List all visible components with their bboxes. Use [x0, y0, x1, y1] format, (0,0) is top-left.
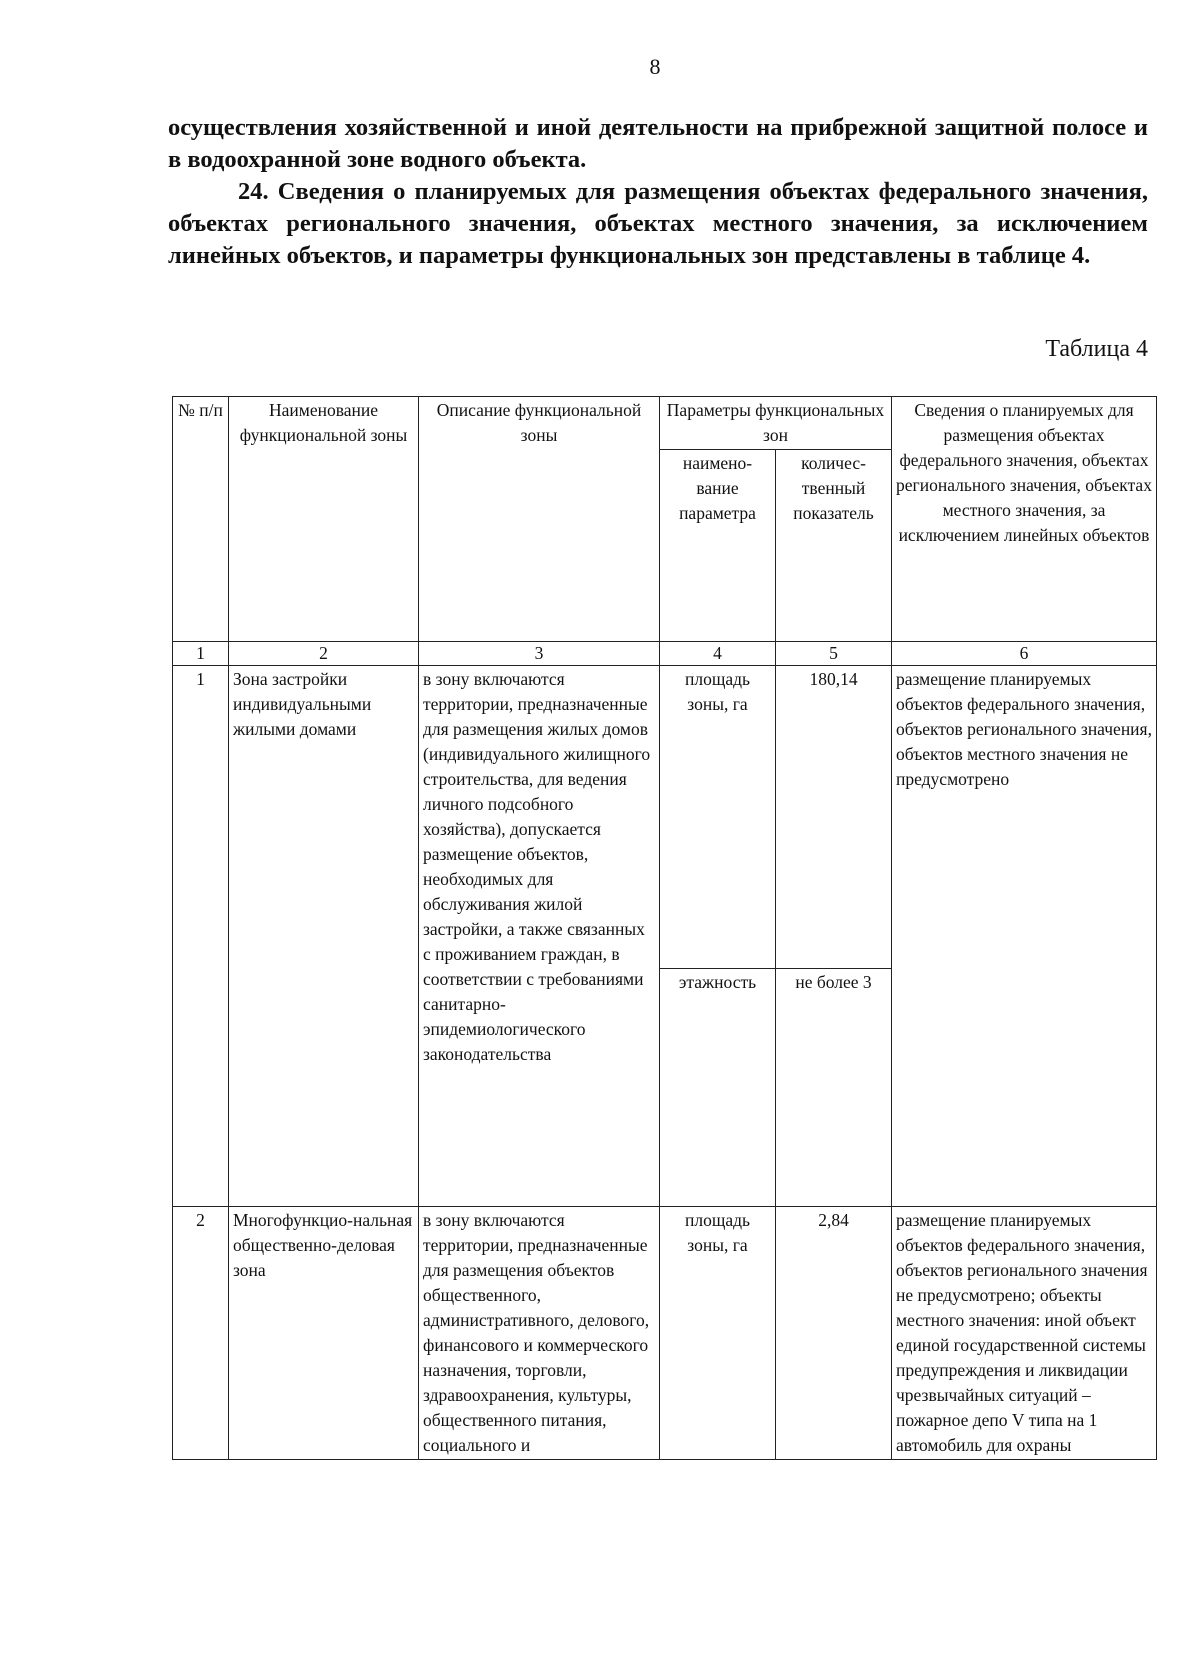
paragraph-1: осуществления хозяйственной и иной деятельности на прибрежной защитной полосе и в водоохранной зоне водного объекта.: [168, 114, 1148, 173]
param-name: площадь зоны, га: [660, 666, 776, 969]
header-col-param-value: количес-твенный показатель: [776, 450, 892, 642]
column-numbers-row: [173, 642, 1157, 666]
table-caption: Таблица 4: [1045, 336, 1148, 362]
zone-description: в зону включаются территории, предназначенные для размещения объектов общественного, административного, делового, финансового и коммерческого назначения, торговли, здравоохранения, культуры, общественного питания, социального и: [419, 1207, 660, 1460]
header-col-objects: Сведения о планируемых для размещения объектах федерального значения, объектах регионального значения, объектах местного значения, за исключением линейных объектов: [892, 397, 1157, 642]
param-value: 180,14: [776, 666, 892, 969]
zone-description: в зону включаются территории, предназначенные для размещения жилых домов (индивидуального жилищного строительства, для ведения личного подсобного хозяйства), допускается размещение объектов, необходимых для обслуживания жилой застройки, а также связанных с проживанием граждан, в соответствии с требованиями санитарно-эпидемиологического законодательства: [419, 666, 660, 1207]
page-number: 8: [649, 54, 661, 79]
param-value: 2,84: [776, 1207, 892, 1460]
column-number: 4: [660, 642, 776, 666]
column-number: 3: [419, 642, 660, 666]
table-row: [173, 1207, 1157, 1460]
header-col-num: № п/п: [173, 397, 229, 642]
header-col-zone-name: Наименование функциональной зоны: [229, 397, 419, 642]
paragraph-24: 24. Сведения о планируемых для размещения объектах федерального значения, объектах регионального значения, объектах местного значения, за исключением линейных объектов, и параметры функциональных зон представлены в таблице 4.: [168, 178, 1148, 269]
row-num: 2: [173, 1207, 229, 1460]
param-name: площадь зоны, га: [660, 1207, 776, 1460]
column-number: 1: [173, 642, 229, 666]
row-num: 1: [173, 666, 229, 1207]
column-number: 6: [892, 642, 1157, 666]
header-params-group: Параметры функциональных зон: [660, 397, 892, 450]
zone-name: Зона застройки индивидуальными жилыми домами: [229, 666, 419, 1207]
table-row: [173, 666, 1157, 969]
header-col-param-name: наимено-вание параметра: [660, 450, 776, 642]
header-col-description: Описание функциональной зоны: [419, 397, 660, 642]
column-number: 5: [776, 642, 892, 666]
zone-name: Многофункцио-нальная общественно-деловая зона: [229, 1207, 419, 1460]
column-number: 2: [229, 642, 419, 666]
planned-objects: размещение планируемых объектов федерального значения, объектов регионального значения, объектов местного значения не предусмотрено: [892, 666, 1157, 1207]
zones-table: [172, 396, 1157, 1460]
table-header-row: [173, 397, 1157, 450]
planned-objects: размещение планируемых объектов федерального значения, объектов регионального значения не предусмотрено; объекты местного значения: иной объект единой государственной системы предупреждения и ликвидации чрезвычайных ситуаций – пожарное депо V типа на 1 автомобиль для охраны: [892, 1207, 1157, 1460]
param-name: этажность: [660, 969, 776, 1207]
param-value: не более 3: [776, 969, 892, 1207]
